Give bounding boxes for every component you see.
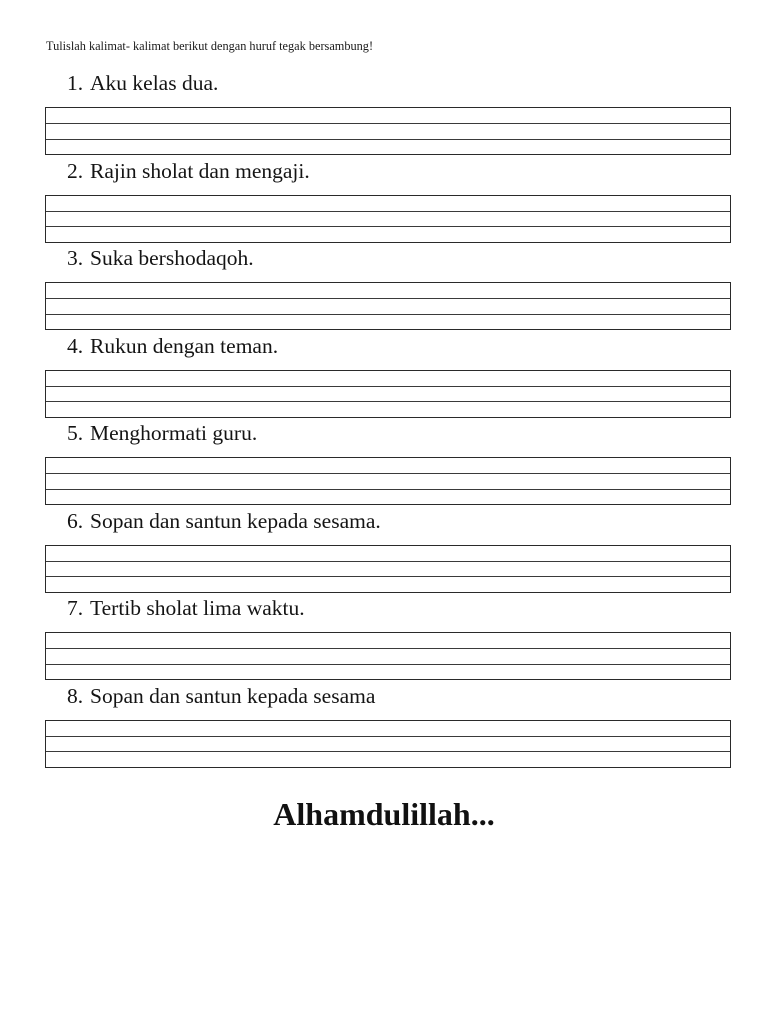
exercise-sentence <box>67 70 218 96</box>
exercise-sentence <box>67 683 375 709</box>
handwriting-lines-box <box>45 370 731 418</box>
exercise-sentence <box>67 245 254 271</box>
ruled-line <box>46 736 730 737</box>
item-text: Sopan dan santun kepada sesama. <box>90 508 381 533</box>
item-text: Tertib sholat lima waktu. <box>90 596 305 620</box>
ruled-line <box>46 211 730 212</box>
exercise-sentence <box>67 333 278 359</box>
item-number: 8. <box>67 683 84 708</box>
ruled-line <box>46 489 730 490</box>
item-number: 7. <box>67 596 84 620</box>
ruled-line <box>46 386 730 387</box>
exercise-sentence <box>67 158 310 184</box>
handwriting-lines-box <box>45 457 731 505</box>
item-number: 6. <box>67 508 84 533</box>
handwriting-lines-box <box>45 282 731 330</box>
item-text: Rajin sholat dan mengaji. <box>90 158 310 183</box>
item-number: 5. <box>67 421 84 445</box>
ruled-line <box>46 561 730 562</box>
ruled-line <box>46 314 730 315</box>
exercise-sentence <box>67 420 257 446</box>
ruled-line <box>46 401 730 402</box>
ruled-line <box>46 664 730 665</box>
item-text: Suka bershodaqoh. <box>90 246 254 270</box>
ruled-line <box>46 648 730 649</box>
ruled-line <box>46 139 730 140</box>
item-number: 4. <box>67 333 84 358</box>
item-text: Aku kelas dua. <box>90 71 219 95</box>
ruled-line <box>46 576 730 577</box>
ruled-line <box>46 298 730 299</box>
ruled-line <box>46 751 730 752</box>
exercise-sentence <box>67 508 381 534</box>
ruled-line <box>46 473 730 474</box>
instruction-text: Tulislah kalimat- kalimat berikut dengan huruf tegak bersambung! <box>46 39 374 53</box>
handwriting-lines-box <box>45 195 731 243</box>
handwriting-lines-box <box>45 545 731 593</box>
ruled-line <box>46 123 730 124</box>
item-text: Menghormati guru. <box>90 421 258 445</box>
item-text: Sopan dan santun kepada sesama <box>90 683 376 708</box>
ruled-line <box>46 226 730 227</box>
handwriting-lines-box <box>45 720 731 768</box>
item-number: 1. <box>67 71 84 95</box>
item-text: Rukun dengan teman. <box>90 333 279 358</box>
closing-heading: Alhamdulillah... <box>273 796 495 832</box>
item-number: 3. <box>67 246 84 270</box>
exercise-sentence <box>67 595 305 621</box>
handwriting-lines-box <box>45 107 731 155</box>
handwriting-lines-box <box>45 632 731 680</box>
item-number: 2. <box>67 158 84 183</box>
